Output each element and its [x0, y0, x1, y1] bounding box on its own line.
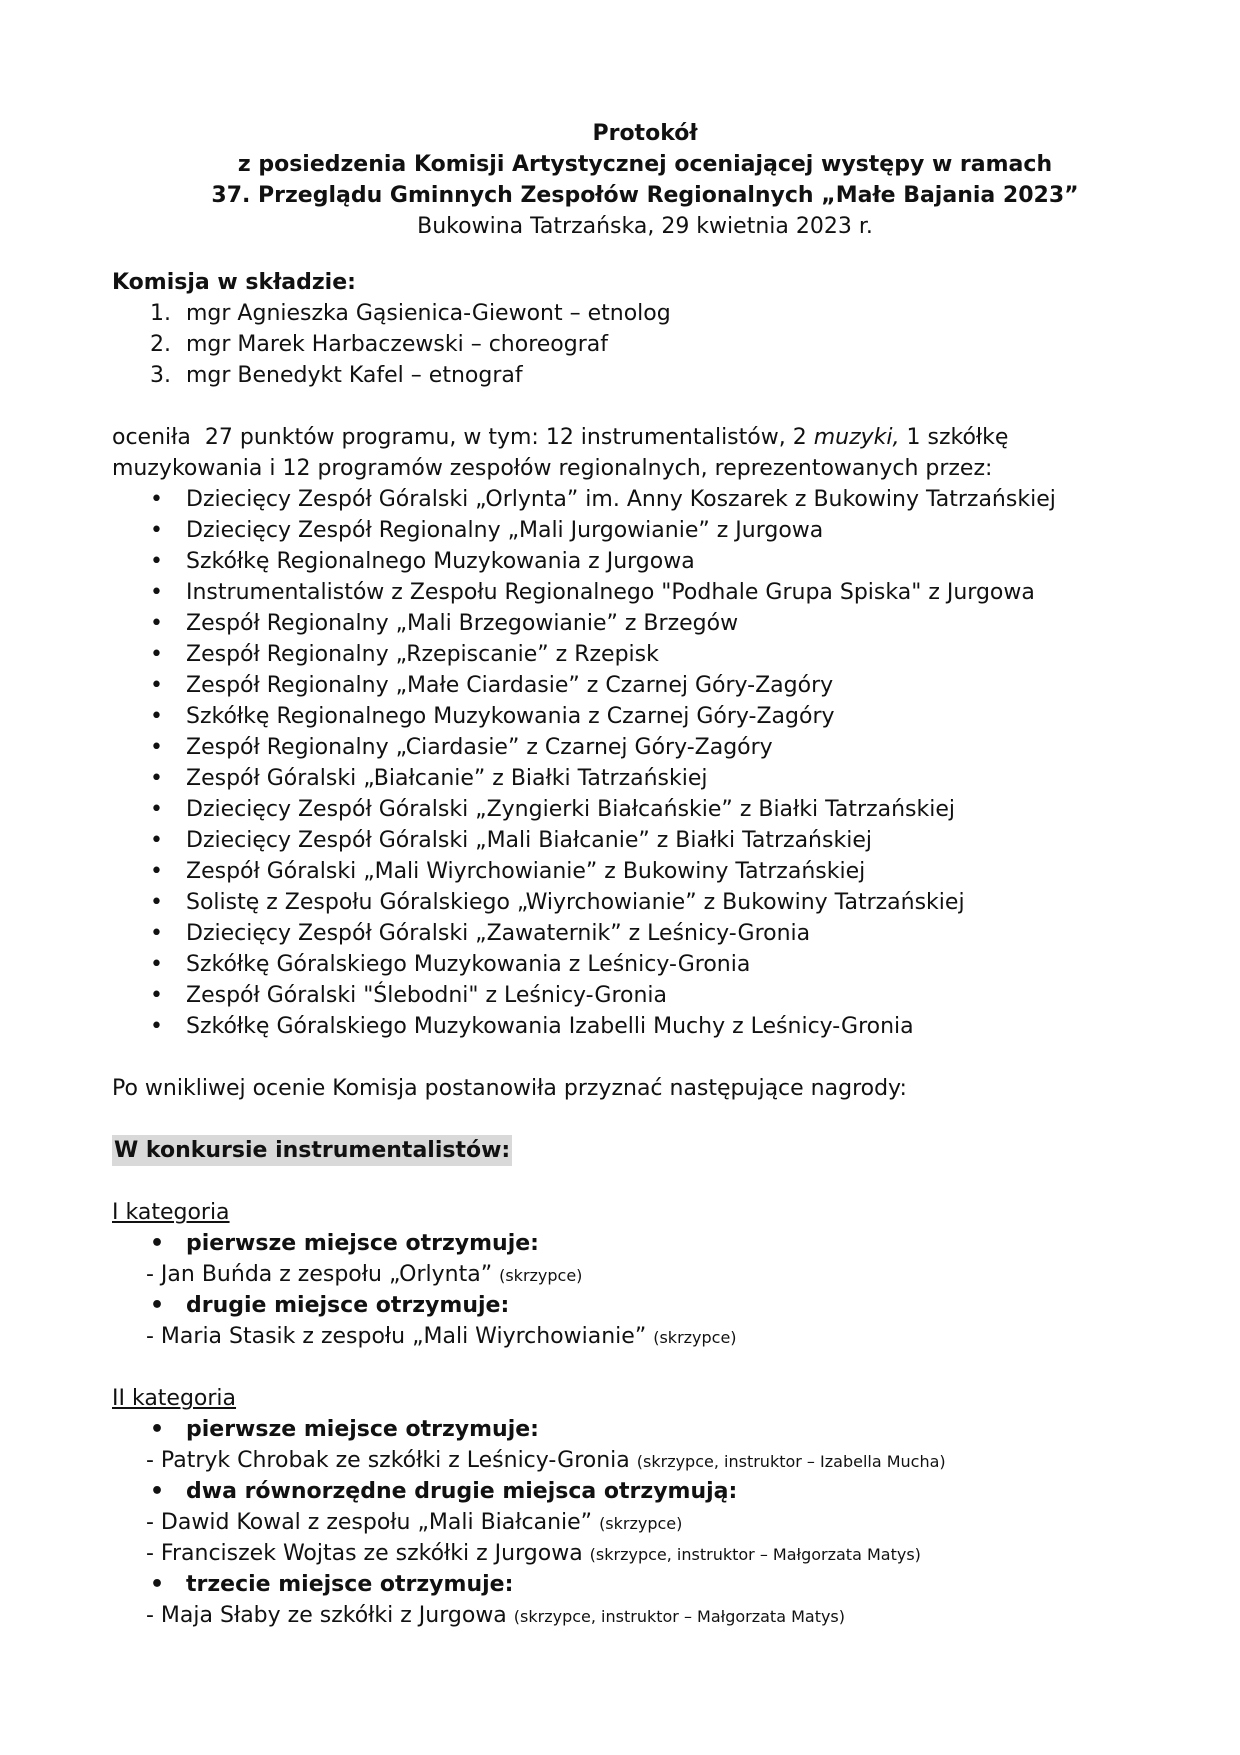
award-title-text: dwa równorzędne drugie miejsca otrzymują:	[186, 1479, 738, 1504]
subtitle-line-1: z posiedzenia Komisji Artystycznej oceniającej występy w ramach	[237, 152, 1053, 177]
winner-note: (skrzypce)	[653, 1328, 737, 1347]
decision-text: Po wnikliwej ocenie Komisja postanowiła przyznać następujące nagrody:	[112, 1076, 907, 1101]
winner-line	[112, 1321, 1152, 1352]
winner-line	[112, 1507, 1152, 1538]
group-name: Szkółkę Góralskiego Muzykowania Izabelli Muchy z Leśnicy-Gronia	[186, 1014, 914, 1039]
member-number: 3.	[150, 363, 171, 388]
bullet-icon: •	[150, 797, 163, 822]
winner-note: (skrzypce)	[499, 1266, 583, 1285]
group-name: Zespół Regionalny „Mali Brzegowianie” z Brzegów	[186, 611, 739, 636]
member-number: 1.	[150, 301, 171, 326]
winner-line	[112, 1259, 1152, 1290]
bullet-icon: •	[150, 983, 163, 1008]
group-name: Dziecięcy Zespół Góralski „Mali Białcanie” z Białki Tatrzańskiej	[186, 828, 872, 853]
winner-main: - Maja Słaby ze szkółki z Jurgowa	[146, 1603, 514, 1628]
bullet-icon: •	[150, 735, 163, 760]
bullet-icon: •	[150, 549, 163, 574]
member-number: 2.	[150, 332, 171, 357]
bullet-icon: •	[150, 766, 163, 791]
bullet-icon: •	[150, 859, 163, 884]
section-heading: W konkursie instrumentalistów:	[112, 1135, 512, 1166]
group-list-item	[112, 515, 1152, 546]
group-list-item	[112, 856, 1152, 887]
group-name: Zespół Góralski "Ślebodni" z Leśnicy-Gronia	[186, 983, 668, 1008]
group-name: Zespół Regionalny „Rzepiscanie” z Rzepisk	[186, 642, 659, 667]
intro-line-1	[112, 422, 1152, 453]
winner-main: - Patryk Chrobak ze szkółki z Leśnicy-Gronia	[146, 1448, 637, 1473]
group-list-item	[112, 701, 1152, 732]
bullet-icon: •	[150, 673, 163, 698]
bullet-icon: •	[150, 642, 163, 667]
group-name: Zespół Regionalny „Ciardasie” z Czarnej Góry-Zagóry	[186, 735, 773, 760]
group-list-item	[112, 639, 1152, 670]
member-text: mgr Benedykt Kafel – etnograf	[186, 363, 523, 388]
group-name: Zespół Regionalny „Małe Ciardasie” z Czarnej Góry-Zagóry	[186, 673, 834, 698]
group-name: Dziecięcy Zespół Góralski „Zawaternik” z Leśnicy-Gronia	[186, 921, 811, 946]
intro-line-2: muzykowania i 12 programów zespołów regionalnych, reprezentowanych przez:	[112, 456, 993, 481]
group-list-item	[112, 608, 1152, 639]
group-list-item	[112, 918, 1152, 949]
group-name: Szkółkę Regionalnego Muzykowania z Jurgowa	[186, 549, 695, 574]
spacer	[112, 1352, 1152, 1383]
group-list-item	[112, 949, 1152, 980]
group-name: Zespół Góralski „Białcanie” z Białki Tatrzańskiej	[186, 766, 708, 791]
member-text: mgr Agnieszka Gąsienica-Giewont – etnolog	[186, 301, 671, 326]
winner-main: - Dawid Kowal z zespołu „Mali Białcanie”	[146, 1510, 600, 1535]
group-list-item	[112, 670, 1152, 701]
bullet-icon: •	[150, 518, 163, 543]
group-name: Dziecięcy Zespół Góralski „Zyngierki Białcańskie” z Białki Tatrzańskiej	[186, 797, 956, 822]
bullet-icon: •	[150, 704, 163, 729]
document-header	[0, 118, 1240, 242]
winner-main: - Franciszek Wojtas ze szkółki z Jurgowa	[146, 1541, 590, 1566]
award-title	[112, 1228, 1152, 1259]
group-list-item	[112, 546, 1152, 577]
winner-main: - Maria Stasik z zespołu „Mali Wiyrchowianie”	[146, 1324, 654, 1349]
subtitle-line-2: 37. Przeglądu Gminnych Zespołów Regionalnych „Małe Bajania 2023”	[211, 183, 1079, 208]
bullet-icon: •	[150, 890, 163, 915]
intro-italic: muzyki,	[813, 425, 900, 450]
bullet-icon: •	[150, 952, 163, 977]
commission-member	[112, 298, 1152, 329]
group-list-item	[112, 825, 1152, 856]
award-title-text: drugie miejsce otrzymuje:	[186, 1293, 510, 1318]
group-name: Szkółkę Góralskiego Muzykowania z Leśnicy-Gronia	[186, 952, 751, 977]
bullet-icon: •	[150, 1293, 165, 1318]
group-name: Zespół Góralski „Mali Wiyrchowianie” z Bukowiny Tatrzańskiej	[186, 859, 866, 884]
award-title	[112, 1414, 1152, 1445]
bullet-icon: •	[150, 1572, 165, 1597]
bullet-icon: •	[150, 1231, 165, 1256]
winner-line	[112, 1600, 1152, 1631]
commission-member	[112, 360, 1152, 391]
winner-note: (skrzypce, instruktor – Małgorzata Matys)	[589, 1545, 921, 1564]
bullet-icon: •	[150, 921, 163, 946]
group-name: Instrumentalistów z Zespołu Regionalnego "Podhale Grupa Spiska" z Jurgowa	[186, 580, 1035, 605]
member-text: mgr Marek Harbaczewski – choreograf	[186, 332, 609, 357]
commission-member	[112, 329, 1152, 360]
bullet-icon: •	[150, 1417, 165, 1442]
bullet-icon: •	[150, 487, 163, 512]
commission-members-list	[112, 298, 1152, 391]
winner-line	[112, 1538, 1152, 1569]
group-list-item	[112, 577, 1152, 608]
winner-note: (skrzypce)	[599, 1514, 683, 1533]
group-name: Dziecięcy Zespół Regionalny „Mali Jurgowianie” z Jurgowa	[186, 518, 824, 543]
winner-note: (skrzypce, instruktor – Małgorzata Matys)	[513, 1607, 846, 1626]
document-body	[112, 267, 1152, 1631]
award-title-text: pierwsze miejsce otrzymuje:	[186, 1231, 539, 1256]
award-title	[112, 1290, 1152, 1321]
bullet-icon: •	[150, 611, 163, 636]
bullet-icon: •	[150, 828, 163, 853]
winner-main: - Jan Buńda z zespołu „Orlynta”	[146, 1262, 500, 1287]
intro-part1: oceniła 27 punktów programu, w tym: 12 instrumentalistów, 2	[112, 425, 814, 450]
award-title-text: trzecie miejsce otrzymuje:	[186, 1572, 514, 1597]
group-list-item	[112, 980, 1152, 1011]
group-list-item	[112, 484, 1152, 515]
document-title: Protokół	[592, 121, 698, 146]
group-list-item	[112, 887, 1152, 918]
winner-line	[112, 1445, 1152, 1476]
bullet-icon: •	[150, 1479, 165, 1504]
bullet-icon: •	[150, 580, 163, 605]
category-label: I kategoria	[112, 1200, 230, 1225]
commission-heading: Komisja w składzie:	[112, 270, 356, 295]
bullet-icon: •	[150, 1014, 163, 1039]
groups-list	[112, 484, 1152, 1042]
group-list-item	[112, 732, 1152, 763]
group-name: Dziecięcy Zespół Góralski „Orlynta” im. Anny Koszarek z Bukowiny Tatrzańskiej	[186, 487, 1056, 512]
group-name: Solistę z Zespołu Góralskiego „Wiyrchowianie” z Bukowiny Tatrzańskiej	[186, 890, 965, 915]
place-date: Bukowina Tatrzańska, 29 kwietnia 2023 r.	[417, 214, 873, 239]
award-categories	[112, 1197, 1152, 1631]
award-title-text: pierwsze miejsce otrzymuje:	[186, 1417, 539, 1442]
group-name: Szkółkę Regionalnego Muzykowania z Czarnej Góry-Zagóry	[186, 704, 835, 729]
award-title	[112, 1476, 1152, 1507]
winner-note: (skrzypce, instruktor – Izabella Mucha)	[636, 1452, 946, 1471]
group-list-item	[112, 1011, 1152, 1042]
intro-part2: 1 szkółkę	[899, 425, 1009, 450]
award-title	[112, 1569, 1152, 1600]
group-list-item	[112, 794, 1152, 825]
category-label: II kategoria	[112, 1386, 237, 1411]
group-list-item	[112, 763, 1152, 794]
